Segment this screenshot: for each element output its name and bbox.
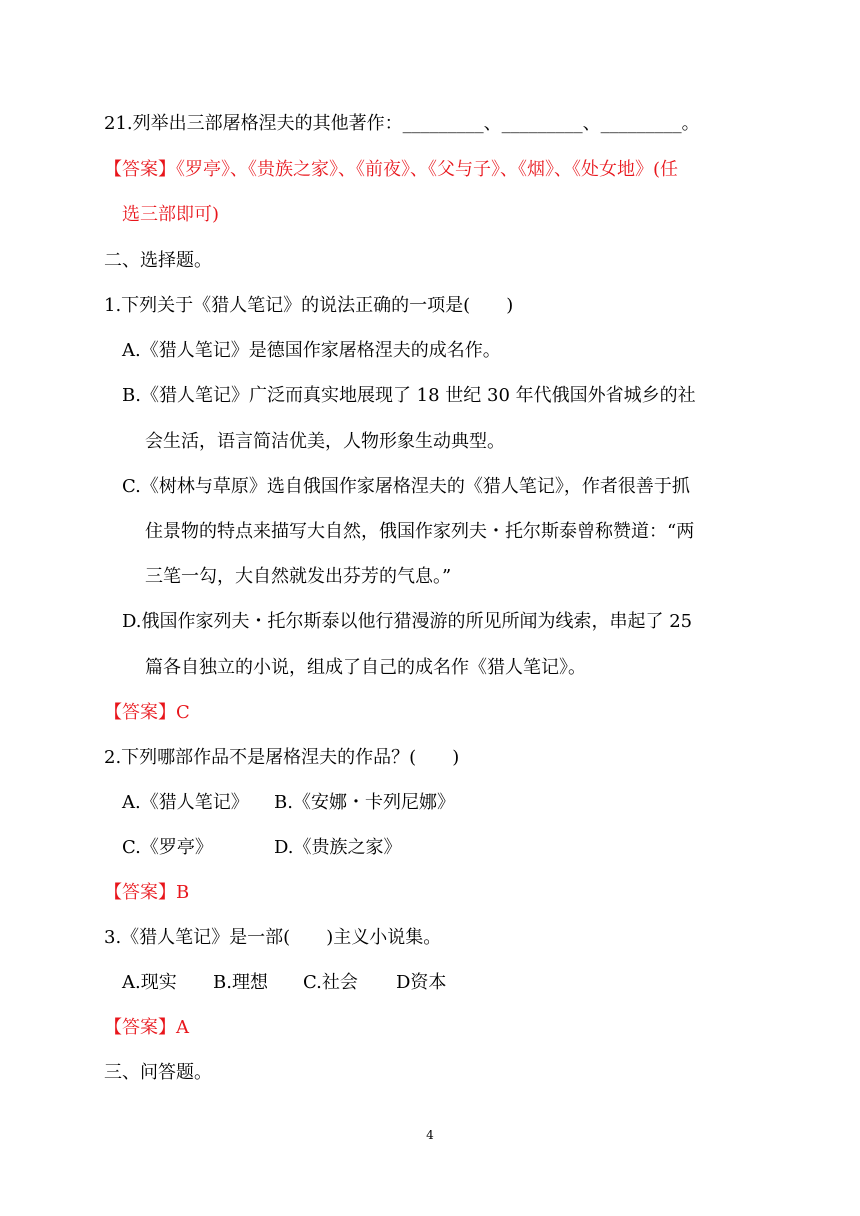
mc1-option-c-line3: 三笔一勾，大自然就发出芬芳的气息。” (145, 566, 452, 587)
q21-answer-line2: 选三部即可) (122, 204, 220, 225)
q21-question: 21.列举出三部屠格涅夫的其他著作：_________、_________、_________。 (104, 113, 700, 134)
page-number: 4 (426, 1128, 434, 1142)
mc3-option-c: C.社会 (303, 972, 358, 993)
mc1-question: 1.下列关于《猎人笔记》的说法正确的一项是( ) (104, 295, 514, 316)
mc1-answer: 【答案】C (104, 702, 190, 723)
mc1-option-d-line2: 篇各自独立的小说，组成了自己的成名作《猎人笔记》。 (145, 657, 586, 678)
mc1-option-c-line1: C.《树林与草原》选自俄国作家屠格涅夫的《猎人笔记》，作者很善于抓 (122, 476, 690, 497)
mc2-option-d: D.《贵族之家》 (274, 837, 402, 858)
mc3-option-b: B.理想 (213, 972, 268, 993)
mc1-option-a: A.《猎人笔记》是德国作家屠格涅夫的成名作。 (122, 340, 501, 361)
mc2-option-a: A.《猎人笔记》 (122, 792, 249, 813)
mc3-option-d: D资本 (396, 972, 447, 993)
mc3-answer: 【答案】A (104, 1017, 189, 1038)
mc2-question: 2.下列哪部作品不是屠格涅夫的作品？( ) (104, 747, 460, 768)
mc1-option-c-line2: 住景物的特点来描写大自然，俄国作家列夫・托尔斯泰曾称赞道：“两 (145, 521, 695, 542)
mc3-question: 3.《猎人笔记》是一部( )主义小说集。 (104, 927, 442, 948)
mc1-option-d-line1: D.俄国作家列夫・托尔斯泰以他行猎漫游的所见所闻为线索，串起了 25 (122, 611, 693, 632)
q21-answer-line1: 【答案】《罗亭》、《贵族之家》、《前夜》、《父与子》、《烟》、《处女地》(任 (104, 159, 679, 180)
mc2-option-c: C.《罗亭》 (122, 837, 213, 858)
mc1-option-b-line2: 会生活，语言简洁优美，人物形象生动典型。 (145, 431, 505, 452)
section3-title: 三、问答题。 (104, 1062, 212, 1083)
mc2-option-b: B.《安娜・卡列尼娜》 (274, 792, 455, 813)
section2-title: 二、选择题。 (104, 250, 212, 271)
mc3-option-a: A.现实 (122, 972, 177, 993)
mc2-answer: 【答案】B (104, 882, 190, 903)
mc1-option-b-line1: B.《猎人笔记》广泛而真实地展现了 18 世纪 30 年代俄国外省城乡的社 (122, 385, 696, 406)
